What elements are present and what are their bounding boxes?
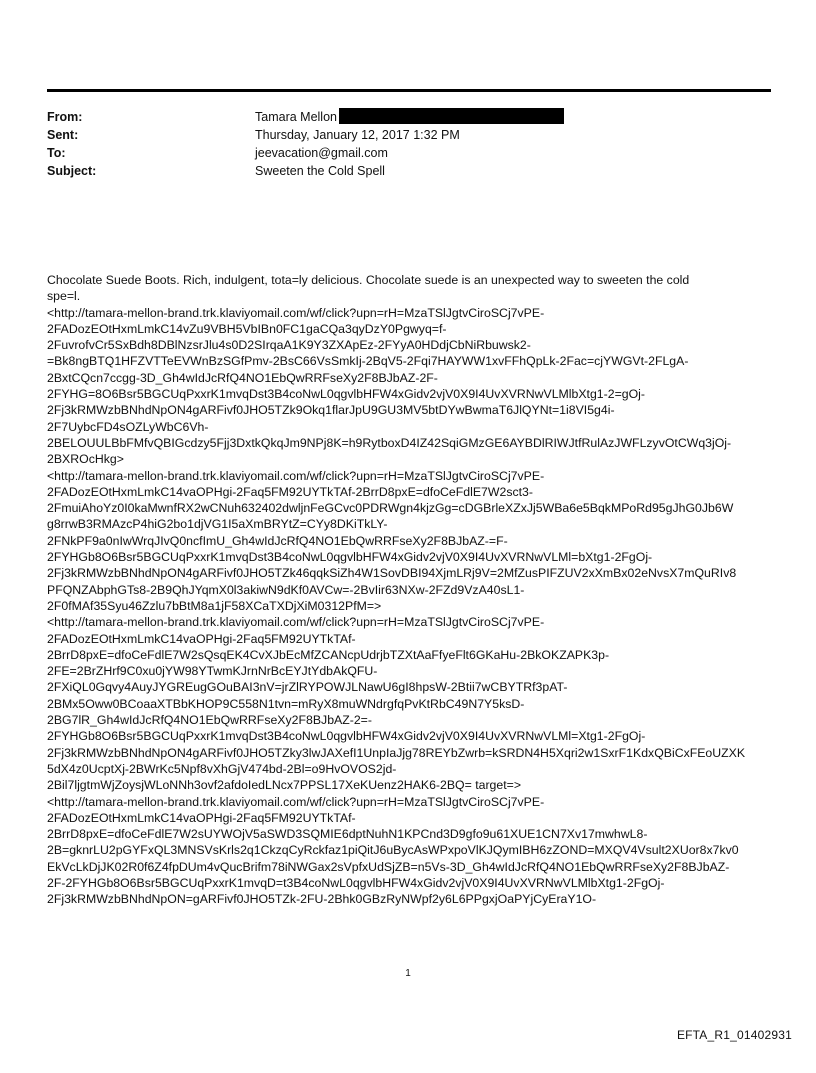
body-line: 2FNkPF9a0nIwWrqJIvQ0ncfImU_Gh4wIdJcRfQ4NO1EbQwRRFseXy2F8BJbAZ-=F-: [47, 533, 508, 548]
body-line: 2Fj3kRMWzbBNhdNpON4gARFivf0JHO5TZk46qqkSiZh4W1SovDBI94XjmLRj9V=2MfZusPIFZUV2xXmBx02eNvsX7mQuRIv8: [47, 566, 737, 581]
body-line: 2FADozEOtHxmLmkC14vaOPHgi-2Faq5FM92UYTkTAf-2BrrD8pxE=dfoCeFdlE7W2sct3-: [47, 484, 533, 499]
body-line: <http://tamara-mellon-brand.trk.klaviyomail.com/wf/click?upn=rH=MzaTSlJgtvCiroSCj7vPE-: [47, 305, 545, 320]
body-line: 2BrrD8pxE=dfoCeFdlE7W2sUYWOjV5aSWD3SQMIE6dptNuhN1KPCnd3D9gfo9u61XUE1CN7Xv17mwhwL8-: [47, 827, 648, 842]
body-line: Chocolate Suede Boots. Rich, indulgent, tota=ly delicious. Chocolate suede is an unexpected way to sweeten the cold: [47, 273, 690, 287]
body-line: <http://tamara-mellon-brand.trk.klaviyomail.com/wf/click?upn=rH=MzaTSlJgtvCiroSCj7vPE-: [47, 468, 545, 483]
from-value: [255, 108, 564, 126]
body-line: 2FADozEOtHxmLmkC14vaOPHgi-2Faq5FM92UYTkTAf-: [47, 810, 356, 825]
body-line: 2BMx5Oww0BCoaaXTBbKHOP9C558N1tvn=mRyX8muWNdrgfqPvKtRbC49N7Y5ksD-: [47, 696, 525, 711]
body-line: 2F-2FYHGb8O6Bsr5BGCUqPxxrK1mvqD=t3B4coNwL0qgvlbHFW4xGidv2vjV0X9I4UvXVRNwVLMlbXtg1-2FgOj-: [47, 875, 665, 890]
email-body: [47, 272, 777, 908]
from-name: Tamara Mellon: [255, 110, 337, 124]
body-line: 2FYHG=8O6Bsr5BGCUqPxxrK1mvqDst3B4coNwL0qgvlbHFW4xGidv2vjV0X9I4UvXVRNwVLMlbXtg1-2=gOj-: [47, 387, 645, 402]
body-line: 2Fj3kRMWzbBNhdNpON4gARFivf0JHO5TZky3lwJAXefI1UnpIaJjg78REYbZwrb=kSRDN4H5Xqri2w1SxrF1KdxQBiCxFEoUZXK: [47, 745, 746, 760]
body-line: 2BXROcHkg>: [47, 452, 124, 467]
from-label: From:: [47, 110, 83, 124]
sent-row: [47, 126, 771, 144]
body-line: 2FYHGb8O6Bsr5BGCUqPxxrK1mvqDst3B4coNwL0qgvlbHFW4xGidv2vjV0X9I4UvXVRNwVLMl=Xtg1-2FgOj-: [47, 729, 646, 744]
body-line: 2FXiQL0Gqvy4AuyJYGREugGOuBAI3nV=jrZlRYPOWJLNawU6gI8hpsW-2Btii7wCBYTRf3pAT-: [47, 680, 568, 695]
page-number: 1: [405, 968, 411, 979]
body-line: 2Fj3kRMWzbBNhdNpON4gARFivf0JHO5TZk9Okq1flarJpU9GU3MV5btDYwBwmaT6JlQYNt=1i8VI5g4i-: [47, 403, 615, 418]
body-line: 2BELOUULBbFMfvQBIGcdzy5Fjj3DxtkQkqJm9NPj8K=h9RytboxD4IZ42SqiGMzGE6AYBDlRIWJtfRulAzJWFLzyvOtCWq3jOj-: [47, 435, 732, 450]
body-line: EkVcLkDjJK02R0f6Z4fpDUm4vQucBrifm78iNWGax2sVpfxUdSjZB=n5Vs-3D_Gh4wIdJcRfQ4NO1EbQwRRFseXy2F8BJbAZ-: [47, 859, 730, 874]
body-line: 2B=gknrLU2pGYFxQL3MNSVsKrls2q1CkzqCyRckfaz1piQitJ6uBycAsWPxpoVlKJQymIBH6zZOND=MXQV4Vsult2XUor8x7kv0: [47, 843, 739, 858]
from-row: [47, 108, 771, 126]
body-line: 2FuvrofvCr5SxBdh8DBlNzsrJlu4s0D2SIrqaA1K9Y3ZXApEz-2FYyA0HDdjCbNiRbuwsk2-: [47, 338, 531, 353]
sent-value: Thursday, January 12, 2017 1:32 PM: [255, 128, 460, 142]
body-line: 2Fj3kRMWzbBNhdNpON=gARFivf0JHO5TZk-2FU-2Bhk0GBzRyNWpf2y6L6PPgxjOaPYjCyEraY1O-: [47, 892, 597, 907]
body-line: <http://tamara-mellon-brand.trk.klaviyomail.com/wf/click?upn=rH=MzaTSlJgtvCiroSCj7vPE-: [47, 615, 545, 630]
redaction-box: [339, 108, 564, 124]
body-line: g8rrwB3RMAzcP4hiG2bo1djVG1I5aXmBRYtZ=CYy8DKiTkLY-: [47, 517, 388, 532]
body-line: 2FADozEOtHxmLmkC14vZu9VBH5VbIBn0FC1gaCQa3qyDzY0Pgwyq=f-: [47, 321, 447, 336]
body-line: 2BrrD8pxE=dfoCeFdlE7W2sQsqEK4CvXJbEcMfZCANcpUdrjbTZXtAaFfyeFlt6GKaHu-2BkOKZAPK3p-: [47, 647, 610, 662]
bates-number: EFTA_R1_01402931: [676, 1028, 792, 1042]
body-line: 2FE=2BrZHrf9C0xu0jYW98YTwmKJrnNrBcEYJtYdbAkQFU-: [47, 664, 378, 679]
body-line: 2BxtCQcn7ccgg-3D_Gh4wIdJcRfQ4NO1EbQwRRFseXy2F8BJbAZ-2F-: [47, 370, 438, 385]
sent-label: Sent:: [47, 128, 79, 142]
subject-row: [47, 162, 771, 180]
subject-label: Subject:: [47, 164, 97, 178]
body-line: PFQNZAbphGTs8-2B9QhJYqmX0l3akiwN9dKf0AVCw=-2BvIir63NXw-2FZd9VzA40sL1-: [47, 582, 525, 597]
header-rule: [47, 89, 771, 92]
body-line: spe=l.: [47, 289, 81, 304]
body-line: 2F0fMAf35Syu46Zzlu7bBtM8a1jF58XCaTXDjXiM0312PfM=>: [47, 598, 382, 613]
to-value: jeevacation@gmail.com: [255, 146, 388, 160]
email-header: [47, 108, 771, 180]
body-line: 2FADozEOtHxmLmkC14vaOPHgi-2Faq5FM92UYTkTAf-: [47, 631, 356, 646]
subject-value: Sweeten the Cold Spell: [255, 164, 385, 178]
body-line: 2F7UybcFD4sOZLyWbC6Vh-: [47, 419, 209, 434]
body-line: =Bk8ngBTQ1HFZVTTeEVWnBzSGfPmv-2BsC66VsSmkIj-2BqV5-2Fqi7HAYWW1xvFFhQpLk-2Fac=cjYWGVt-2FLgA-: [47, 354, 689, 369]
body-line: 2BG7lR_Gh4wIdJcRfQ4NO1EbQwRRFseXy2F8BJbAZ-2=-: [47, 713, 372, 728]
to-row: [47, 144, 771, 162]
body-line: 5dX4z0UcptXj-2BWrKc5Npf8vXhGjV474bd-2Bl=o9HvOVOS2jd-: [47, 761, 397, 776]
to-label: To:: [47, 146, 66, 160]
body-line: 2FmuiAhoYz0I0kaMwnfRX2wCNuh632402dwljnFeGCvc0PDRWgn4kjzGg=cDGBrleXZxJj5WBa6e5BqkMPoRd95gJhG0Jb6W: [47, 501, 734, 516]
body-line: 2FYHGb8O6Bsr5BGCUqPxxrK1mvqDst3B4coNwL0qgvlbHFW4xGidv2vjV0X9I4UvXVRNwVLMl=bXtg1-2FgOj-: [47, 550, 653, 565]
body-line: <http://tamara-mellon-brand.trk.klaviyomail.com/wf/click?upn=rH=MzaTSlJgtvCiroSCj7vPE-: [47, 794, 545, 809]
body-line: 2Bil7ljgtmWjZoysjWLoNNh3ovf2afdoIedLNcx7PPSL17XeKUenz2HAK6-2BQ= target=>: [47, 778, 522, 793]
